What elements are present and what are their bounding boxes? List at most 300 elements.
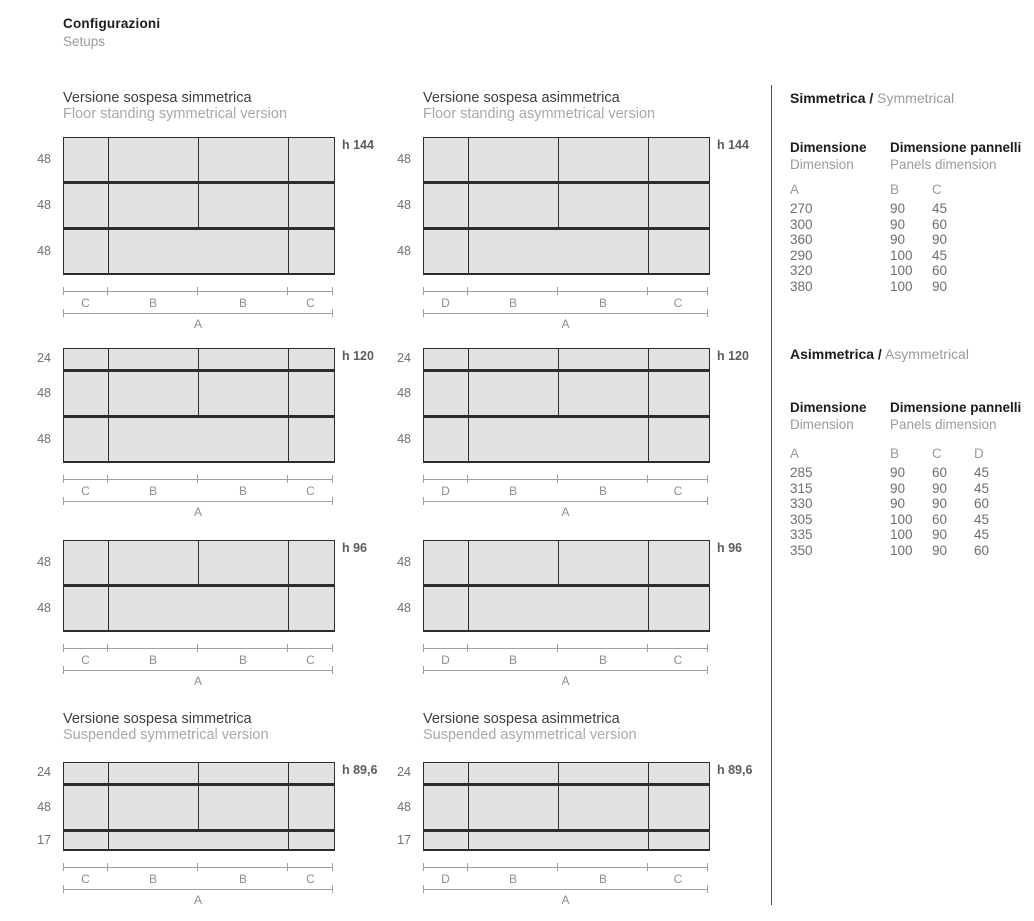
cabinet-row [64, 587, 334, 630]
dimension-tick [467, 644, 468, 652]
row-height-label: 24 [397, 351, 411, 365]
cabinet-outline [63, 348, 335, 463]
table-cell: 320 [790, 263, 813, 278]
column-letter: C [932, 182, 942, 197]
cabinet-outline [63, 137, 335, 275]
panel-divider-line [558, 763, 559, 783]
table-title-english: Symmetrical [873, 90, 955, 106]
panel-dimension-letter: B [598, 296, 607, 310]
table-cell: 90 [890, 465, 906, 480]
dimension-tick [707, 497, 708, 505]
table-cell: 60 [932, 511, 948, 527]
section-title-italian: Versione sospesa simmetrica [63, 711, 252, 727]
dimension-tick [63, 885, 64, 893]
dimension-tick [332, 309, 333, 317]
column-letter: D [974, 446, 984, 461]
dimension-tick [197, 644, 198, 652]
dimension-tick [707, 666, 708, 674]
dimension-line-panels [423, 648, 708, 649]
panel-divider-line [468, 184, 469, 227]
table-cell: 90 [890, 496, 906, 511]
dimension-tick [332, 644, 333, 652]
row-height-label: 48 [397, 385, 411, 400]
dimension-line-total [63, 889, 333, 890]
dimension-tick [423, 287, 424, 295]
cabinet-outline [423, 540, 710, 632]
panel-dimension-letter: B [508, 653, 517, 667]
dimension-tick [63, 497, 64, 505]
panel-dimension-letter: C [306, 872, 315, 886]
dimension-line-panels [423, 291, 708, 292]
table-cell: 270 [790, 201, 813, 216]
dimension-tick [107, 287, 108, 295]
dimension-header-english: Dimension [790, 417, 854, 432]
panel-divider-line [108, 763, 109, 783]
total-dimension-letter: A [561, 893, 570, 907]
dimension-tick [107, 475, 108, 483]
column-letter: A [790, 446, 800, 461]
panel-divider-line [288, 541, 289, 584]
dimension-tick [423, 885, 424, 893]
cabinet-row [64, 786, 334, 832]
total-dimension-letter: A [193, 505, 202, 519]
dimension-tick [647, 475, 648, 483]
dimension-tick [557, 475, 558, 483]
height-label: h 120 [717, 349, 749, 363]
dimension-tick [63, 287, 64, 295]
section-title-english: Floor standing asymmetrical version [423, 106, 656, 122]
column-letter: A [790, 182, 800, 197]
dimension-line-total [423, 313, 708, 314]
table-cell: 90 [932, 527, 948, 542]
panel-divider-line [288, 418, 289, 461]
row-height-label: 48 [37, 799, 51, 814]
panel-divider-line [468, 832, 469, 849]
panel-divider-line [108, 587, 109, 630]
cabinet-outline [423, 762, 710, 851]
section-title [423, 90, 655, 122]
dimension-tick [287, 287, 288, 295]
panel-divider-line [108, 184, 109, 227]
panels-header-english: Panels dimension [890, 157, 997, 172]
table-title-italian: Asimmetrica / [790, 346, 882, 362]
panel-dimension-letter: B [148, 484, 157, 498]
column-letter: B [890, 446, 900, 461]
table-cell: 90 [932, 232, 948, 247]
table-cell: 90 [932, 542, 948, 558]
panel-divider-line [558, 184, 559, 227]
panel-divider-line [468, 349, 469, 369]
table-cell: 90 [932, 480, 948, 496]
panel-dimension-letter: D [441, 872, 450, 886]
section-title [423, 711, 637, 743]
table-cell: 90 [932, 496, 948, 511]
dimension-tick [63, 666, 64, 674]
panel-divider-line [468, 418, 469, 461]
row-height-label: 48 [397, 799, 411, 814]
panel-divider-line [648, 541, 649, 584]
total-dimension-letter: A [193, 674, 202, 688]
panel-divider-line [558, 349, 559, 369]
panel-dimension-letter: C [81, 653, 90, 667]
cabinet-row [64, 349, 334, 372]
cabinet-row [64, 138, 334, 184]
dimension-tick [63, 863, 64, 871]
total-dimension-letter: A [193, 317, 202, 331]
section-title-italian: Versione sospesa asimmetrica [423, 90, 620, 106]
dimension-line-panels [423, 867, 708, 868]
panel-divider-line [648, 763, 649, 783]
height-label: h 89,6 [342, 763, 378, 777]
page-subtitle: Setups [63, 34, 106, 49]
table-cell: 335 [790, 527, 813, 542]
height-label: h 144 [717, 138, 749, 152]
dimension-line-total [63, 501, 333, 502]
table-rows-asymmetric [790, 465, 1016, 558]
panel-divider-line [648, 418, 649, 461]
panel-dimension-letter: D [441, 484, 450, 498]
table-cell: 300 [790, 216, 813, 232]
panel-dimension-letter: C [306, 296, 315, 310]
panel-divider-line [648, 138, 649, 181]
panel-dimension-letter: C [673, 653, 683, 667]
dimension-tick [467, 287, 468, 295]
table-cell: 45 [974, 465, 990, 480]
panel-divider-line [468, 587, 469, 630]
row-height-label: 48 [37, 431, 51, 446]
dimension-tick [63, 309, 64, 317]
dimension-tick [287, 863, 288, 871]
panel-divider-line [288, 184, 289, 227]
panel-dimension-letter: D [441, 296, 450, 310]
dimension-line-panels [63, 648, 333, 649]
table-cell: 90 [890, 232, 906, 247]
panel-divider-line [108, 138, 109, 181]
panel-divider-line [648, 786, 649, 829]
table-cell: 60 [974, 496, 990, 511]
table-cell: 100 [890, 511, 913, 527]
panel-dimension-letter: D [441, 653, 450, 667]
page-header [63, 16, 160, 49]
panel-divider-line [198, 138, 199, 181]
panel-dimension-letter: C [306, 484, 315, 498]
panel-divider-line [108, 372, 109, 415]
row-height-label: 48 [397, 197, 411, 212]
row-height-label: 48 [397, 151, 411, 166]
cabinet-row [424, 763, 709, 786]
panel-dimension-letter: C [81, 484, 90, 498]
dimension-header [790, 399, 890, 433]
page-title: Configurazioni [63, 16, 161, 31]
panel-dimension-letter: B [508, 296, 517, 310]
column-letter: C [932, 446, 942, 461]
panel-divider-line [288, 230, 289, 273]
cabinet-row [424, 418, 709, 461]
panel-divider-line [288, 832, 289, 849]
panel-divider-line [108, 786, 109, 829]
panel-divider-line [198, 763, 199, 783]
cabinet-row [64, 184, 334, 230]
dimension-tick [647, 863, 648, 871]
panel-divider-line [288, 763, 289, 783]
panel-divider-line [198, 541, 199, 584]
table-cell: 60 [932, 465, 948, 480]
cabinet-row [64, 763, 334, 786]
cabinet-row [424, 786, 709, 832]
panel-divider-line [468, 763, 469, 783]
dimension-tick [423, 863, 424, 871]
panel-dimension-letter: B [508, 872, 517, 886]
panels-header-italian: Dimensione pannelli [890, 400, 1022, 415]
panel-dimension-letter: B [148, 296, 157, 310]
table-cell: 360 [790, 232, 813, 247]
dimension-tick [557, 644, 558, 652]
table-cell: 100 [890, 527, 913, 542]
total-dimension-letter: A [561, 317, 570, 331]
panel-divider-line [558, 138, 559, 181]
dimension-tick [197, 475, 198, 483]
section-title [63, 711, 269, 743]
row-height-label: 24 [397, 765, 411, 779]
cabinet-row [64, 418, 334, 461]
panels-header-english: Panels dimension [890, 417, 997, 432]
dimension-tick [107, 863, 108, 871]
table-cell: 350 [790, 542, 813, 558]
row-height-label: 17 [397, 832, 411, 847]
dimension-tick [332, 287, 333, 295]
panel-divider-line [558, 372, 559, 415]
row-height-label: 48 [397, 243, 411, 258]
panel-divider-line [648, 832, 649, 849]
panel-dimension-letter: B [148, 653, 157, 667]
panel-divider-line [108, 832, 109, 849]
dimension-tick [332, 863, 333, 871]
dimension-tick [332, 666, 333, 674]
cabinet-row [64, 541, 334, 587]
panel-dimension-letter: C [306, 653, 315, 667]
row-height-label: 48 [37, 197, 51, 212]
table-cell: 100 [890, 278, 913, 294]
panel-divider-line [648, 349, 649, 369]
row-height-label: 48 [37, 151, 51, 166]
dimension-tick [647, 644, 648, 652]
panel-dimension-letter: B [238, 872, 247, 886]
cabinet-row [64, 832, 334, 849]
panels-dimension-header [890, 139, 1021, 173]
table-cell: 90 [890, 201, 906, 216]
panel-divider-line [108, 230, 109, 273]
cabinet-row [424, 349, 709, 372]
panel-divider-line [288, 372, 289, 415]
row-height-label: 48 [397, 431, 411, 446]
total-dimension-letter: A [561, 674, 570, 688]
cabinet-row [424, 230, 709, 273]
table-cell: 290 [790, 247, 813, 263]
panel-divider-line [288, 349, 289, 369]
panel-dimension-letter: C [81, 872, 90, 886]
height-label: h 144 [342, 138, 374, 152]
dimension-tick [707, 309, 708, 317]
dimension-tick [423, 497, 424, 505]
dimension-header-italian: Dimensione [790, 400, 867, 415]
panel-dimension-letter: B [148, 872, 157, 886]
table-cell: 45 [932, 247, 948, 263]
table-letters-symmetric [790, 182, 974, 198]
table-cell: 90 [890, 216, 906, 232]
height-label: h 120 [342, 349, 374, 363]
cabinet-outline [63, 762, 335, 851]
row-height-label: 48 [397, 600, 411, 615]
cabinet-outline [63, 540, 335, 632]
dimension-line-panels [63, 479, 333, 480]
table-cell: 45 [974, 527, 990, 542]
table-cell: 380 [790, 278, 813, 294]
panel-divider-line [288, 138, 289, 181]
dimension-tick [287, 644, 288, 652]
dimension-tick [63, 644, 64, 652]
vertical-divider [771, 85, 772, 905]
dimension-line-total [423, 501, 708, 502]
dimension-line-total [63, 313, 333, 314]
dimension-tick [707, 863, 708, 871]
dimension-tick [197, 287, 198, 295]
dimension-tick [423, 309, 424, 317]
height-label: h 96 [342, 541, 368, 555]
row-height-label: 24 [37, 765, 51, 779]
table-title-asymmetric [790, 346, 969, 362]
panel-divider-line [198, 349, 199, 369]
dimension-tick [332, 475, 333, 483]
cabinet-row [424, 184, 709, 230]
panel-dimension-letter: C [673, 872, 683, 886]
panel-divider-line [558, 786, 559, 829]
height-label: h 89,6 [717, 763, 753, 777]
panel-divider-line [198, 786, 199, 829]
height-label: h 96 [717, 541, 743, 555]
dimension-tick [287, 475, 288, 483]
panel-dimension-letter: B [238, 296, 247, 310]
dimension-tick [467, 475, 468, 483]
section-title-english: Suspended symmetrical version [63, 727, 269, 743]
dimension-line-panels [63, 291, 333, 292]
cabinet-row [424, 372, 709, 418]
table-rows-symmetric [790, 201, 974, 294]
panel-dimension-letter: C [81, 296, 90, 310]
panel-divider-line [108, 541, 109, 584]
panel-dimension-letter: C [673, 296, 683, 310]
table-cell: 60 [974, 542, 990, 558]
dimension-header [790, 139, 890, 173]
dimension-line-panels [423, 479, 708, 480]
dimension-tick [332, 885, 333, 893]
dimension-tick [707, 644, 708, 652]
table-cell: 45 [932, 201, 948, 216]
table-cell: 315 [790, 480, 813, 496]
panel-divider-line [648, 587, 649, 630]
panel-dimension-letter: B [598, 484, 607, 498]
panels-dimension-header [890, 399, 1021, 433]
table-cell: 90 [890, 480, 906, 496]
cabinet-row [424, 832, 709, 849]
panel-divider-line [648, 184, 649, 227]
dimension-tick [423, 475, 424, 483]
table-cell: 100 [890, 263, 913, 278]
panel-dimension-letter: B [508, 484, 517, 498]
table-cell: 60 [932, 263, 948, 278]
cabinet-row [424, 587, 709, 630]
total-dimension-letter: A [561, 505, 570, 519]
section-title [63, 90, 287, 122]
cabinet-row [64, 230, 334, 273]
panel-divider-line [468, 138, 469, 181]
table-letters-asymmetric [790, 446, 1016, 462]
panel-divider-line [198, 184, 199, 227]
table-headers-asymmetric [790, 399, 1021, 433]
panel-dimension-letter: C [673, 484, 683, 498]
section-title-english: Floor standing symmetrical version [63, 106, 288, 122]
table-cell: 60 [932, 216, 948, 232]
row-height-label: 48 [37, 385, 51, 400]
panel-divider-line [558, 541, 559, 584]
dimension-tick [63, 475, 64, 483]
dimension-tick [557, 287, 558, 295]
table-headers-symmetric [790, 139, 1021, 173]
panel-divider-line [288, 786, 289, 829]
panel-divider-line [468, 786, 469, 829]
table-cell: 100 [890, 542, 913, 558]
panel-dimension-letter: B [598, 872, 607, 886]
panel-divider-line [648, 372, 649, 415]
row-height-label: 48 [37, 243, 51, 258]
dimension-tick [423, 666, 424, 674]
row-height-label: 48 [37, 600, 51, 615]
table-cell: 45 [974, 511, 990, 527]
table-title-italian: Simmetrica / [790, 90, 874, 106]
table-title-symmetric [790, 90, 954, 106]
row-height-label: 17 [37, 832, 51, 847]
dimension-tick [647, 287, 648, 295]
dimension-tick [332, 497, 333, 505]
cabinet-row [424, 138, 709, 184]
cabinet-outline [423, 137, 710, 275]
table-cell: 90 [932, 278, 948, 294]
cabinet-row [424, 541, 709, 587]
panel-divider-line [288, 587, 289, 630]
table-cell: 100 [890, 247, 913, 263]
cabinet-row [64, 372, 334, 418]
dimension-tick [557, 863, 558, 871]
table-title-english: Asymmetrical [881, 346, 969, 362]
row-height-label: 48 [37, 554, 51, 569]
panel-divider-line [198, 372, 199, 415]
dimension-line-total [423, 670, 708, 671]
dimension-header-english: Dimension [790, 157, 854, 172]
panel-divider-line [468, 230, 469, 273]
dimension-tick [707, 885, 708, 893]
panel-dimension-letter: B [238, 653, 247, 667]
panels-header-italian: Dimensione pannelli [890, 140, 1022, 155]
panel-dimension-letter: B [598, 653, 607, 667]
panel-divider-line [468, 541, 469, 584]
dimension-header-italian: Dimensione [790, 140, 867, 155]
panel-divider-line [468, 372, 469, 415]
dimension-tick [107, 644, 108, 652]
table-cell: 285 [790, 465, 813, 480]
section-title-italian: Versione sospesa asimmetrica [423, 711, 620, 727]
dimension-tick [707, 287, 708, 295]
table-cell: 305 [790, 511, 813, 527]
cabinet-outline [423, 348, 710, 463]
